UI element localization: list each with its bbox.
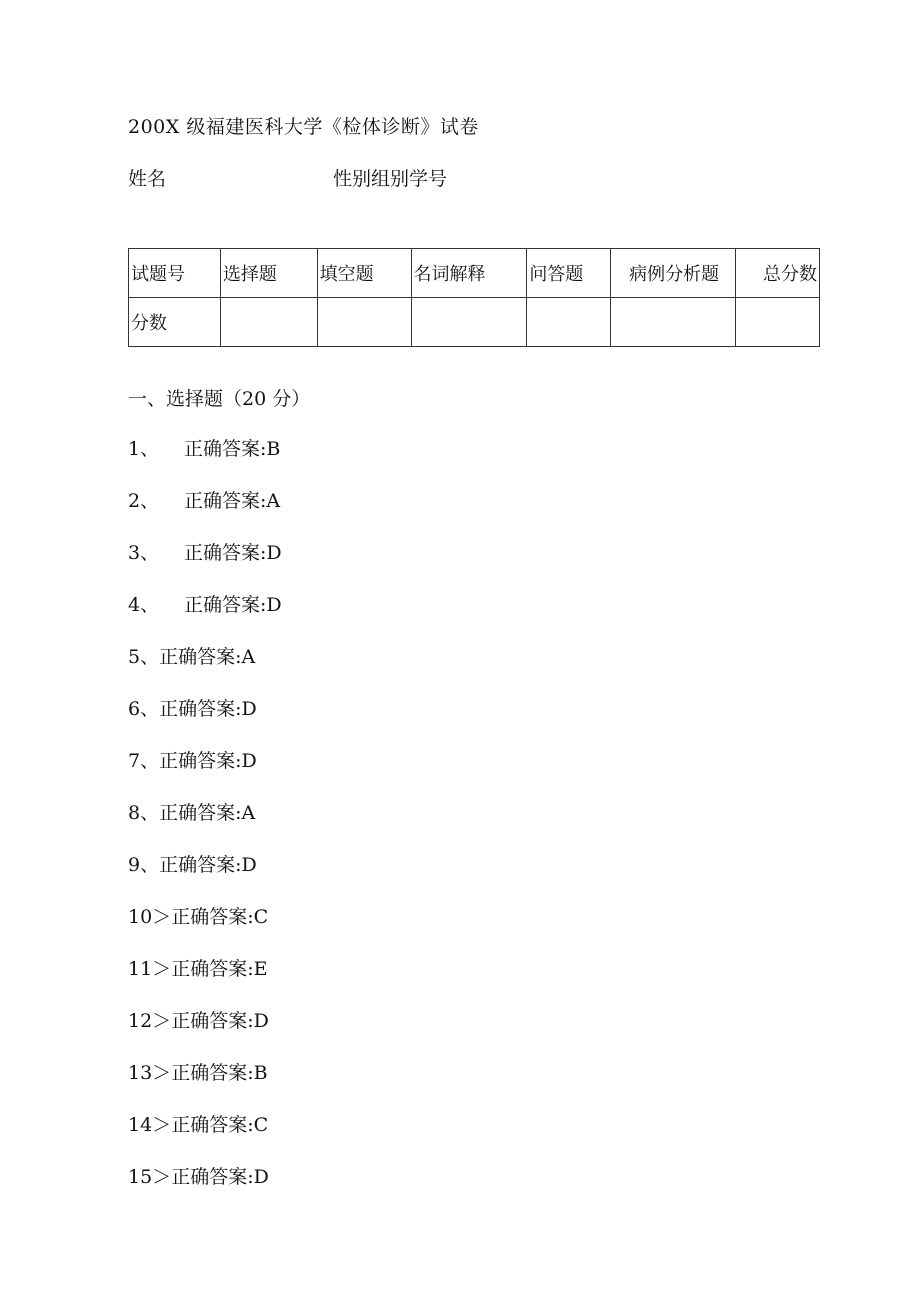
answer-number: 9、 <box>128 854 160 876</box>
section-title: 一、选择题（20 分） <box>128 388 311 410</box>
answer-number: 1、 <box>128 438 160 460</box>
header-cell-choice: 选择题 <box>220 249 317 298</box>
answer-text: 正确答案:C <box>171 906 269 928</box>
answer-list <box>128 437 282 1217</box>
answer-item <box>128 541 282 593</box>
answer-text: 正确答案:A <box>184 490 281 512</box>
gender-group-id-labels: 性别组别学号 <box>333 168 448 190</box>
answer-item <box>128 697 282 749</box>
answer-item <box>128 437 282 489</box>
answer-number: 13＞ <box>128 1062 172 1084</box>
answer-item <box>128 1113 282 1165</box>
answer-item <box>128 645 282 697</box>
score-cell-case-analysis <box>611 298 736 347</box>
answer-item <box>128 749 282 801</box>
answer-item <box>128 905 282 957</box>
answer-text: 正确答案:D <box>184 542 282 564</box>
student-info-row <box>128 164 828 190</box>
answer-text: 正确答案:D <box>159 854 257 876</box>
answer-item <box>128 801 282 853</box>
score-table <box>128 248 820 347</box>
answer-item <box>128 853 282 905</box>
answer-text: 正确答案:A <box>159 802 256 824</box>
answer-text: 正确答案:C <box>171 1114 269 1136</box>
score-cell-total <box>736 298 820 347</box>
score-row-label: 分数 <box>129 298 221 347</box>
answer-number: 15＞ <box>128 1166 172 1188</box>
answer-text: 正确答案:D <box>171 1166 269 1188</box>
answer-item <box>128 593 282 645</box>
header-cell-case-analysis: 病例分析题 <box>611 249 736 298</box>
answer-number: 8、 <box>128 802 160 824</box>
header-cell-question-no: 试题号 <box>129 249 221 298</box>
name-label: 姓名 <box>128 168 167 190</box>
header-cell-fill-blank: 填空题 <box>317 249 411 298</box>
answer-number: 7、 <box>128 750 160 772</box>
answer-item <box>128 1061 282 1113</box>
header-cell-total: 总分数 <box>736 249 820 298</box>
page-title: 200X 级福建医科大学《检体诊断》试卷 <box>128 116 479 138</box>
score-cell-fill-blank <box>317 298 411 347</box>
answer-text: 正确答案:D <box>184 594 282 616</box>
answer-text: 正确答案:B <box>184 438 281 460</box>
header-cell-qa: 问答题 <box>527 249 611 298</box>
answer-number: 12＞ <box>128 1010 172 1032</box>
answer-number: 2、 <box>128 490 160 512</box>
answer-item <box>128 957 282 1009</box>
answer-number: 10＞ <box>128 906 172 928</box>
answer-number: 3、 <box>128 542 160 564</box>
answer-item <box>128 1009 282 1061</box>
answer-text: 正确答案:D <box>159 698 257 720</box>
answer-number: 4、 <box>128 594 160 616</box>
score-cell-choice <box>220 298 317 347</box>
answer-number: 11＞ <box>128 958 172 980</box>
score-cell-term-explanation <box>411 298 527 347</box>
answer-text: 正确答案:A <box>159 646 256 668</box>
answer-text: 正确答案:D <box>171 1010 269 1032</box>
score-table-header-row <box>129 249 820 298</box>
answer-text: 正确答案:E <box>171 958 268 980</box>
answer-item <box>128 1165 282 1217</box>
answer-number: 5、 <box>128 646 160 668</box>
answer-item <box>128 489 282 541</box>
answer-text: 正确答案:D <box>159 750 257 772</box>
header-cell-term-explanation: 名词解释 <box>411 249 527 298</box>
answer-number: 14＞ <box>128 1114 172 1136</box>
answer-number: 6、 <box>128 698 160 720</box>
answer-text: 正确答案:B <box>171 1062 268 1084</box>
score-table-score-row <box>129 298 820 347</box>
score-cell-qa <box>527 298 611 347</box>
